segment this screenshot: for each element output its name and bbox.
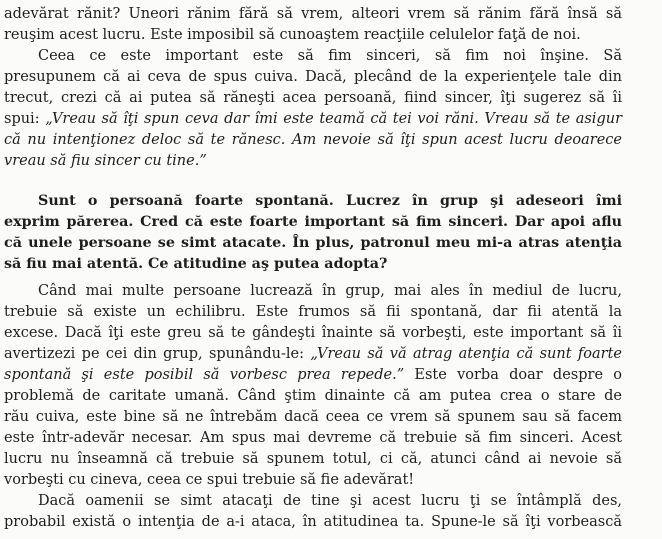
text-line: Dacă oamenii se simt atacaţi de tine şi acest lucru ţi se întâmplă des, — [38, 493, 622, 509]
text-line: este într-adevăr necesar. Am spus mai devreme că trebuie să fim sinceri. Acest — [4, 430, 622, 446]
text-line — [4, 364, 622, 386]
text-span: avertizezi pe cei din grup, spunându-le: — [4, 346, 311, 362]
text-line: lucru nu înseamnă că trebuie să spunem totul, ci că, atunci când ai nevoie să — [4, 451, 622, 467]
question-line: să fiu mai atentă. Ce atitudine aş putea adopta? — [4, 256, 388, 272]
text-line — [4, 343, 622, 365]
quote-line: vreau să fiu sincer cu tine.” — [4, 153, 207, 169]
question-line: Sunt o persoană foarte spontană. Lucrez în grup şi adeseori îmi — [38, 193, 622, 209]
text-line: Când mai multe persoane lucrează în grup, mai ales în mediul de lucru, — [38, 283, 622, 299]
text-span: spui: — [4, 111, 46, 127]
text-line: trebuie să existe un echilibru. Este frumos să fii spontană, dar fii atentă la — [4, 304, 622, 320]
text-line: vorbeşti cu cineva, ceea ce spui trebuie să fie adevărat! — [4, 472, 415, 488]
text-line: presupunem că ai ceva de spus cuiva. Dacă, plecând de la experienţele tale din — [4, 69, 622, 85]
text-line: adevărat rănit? Uneori rănim fără să vrem, alteori vrem să rănim fără însă să — [4, 6, 622, 22]
text-line: reuşim acest lucru. Este imposibil să cunoaştem reacţiile celulelor faţă de noi. — [4, 27, 581, 43]
question-line: că unele persoane se simt atacate. În plus, patronul meu mi-a atras atenţia — [4, 235, 622, 251]
quote-span: „Vreau să vă atrag atenţia că sunt foarte — [310, 346, 622, 362]
quote-line: că nu intenţionez deloc să te rănesc. Am nevoie să îţi spun acest lucru deoarece — [4, 132, 622, 148]
quote-span: „Vreau să îţi spun ceva dar îmi este teamă că tei voi răni. Vreau să te asigur — [45, 111, 622, 127]
text-line: rău cuiva, este bine să ne întrebăm dacă ceea ce vrem să spunem sau să facem — [4, 409, 622, 425]
text-span: Este vorba doar despre o — [404, 367, 622, 383]
text-line: Ceea ce este important este să fim sinceri, să fim noi înşine. Să — [38, 48, 622, 64]
text-line — [4, 108, 622, 130]
text-line: trecut, crezi că ai putea să răneşti acea persoană, fiind sincer, îţi sugerez să îi — [4, 90, 622, 106]
quote-span: spontană şi este posibil să vorbesc prea repede.” — [4, 367, 405, 383]
text-line: excese. Dacă îţi este greu să te gândeşti înainte să vorbeşti, este important să îi — [4, 325, 622, 341]
question-line: exprim părerea. Cred că este foarte important să fim sinceri. Dar apoi aflu — [4, 214, 622, 230]
text-line: probabil există o intenţia de a-i ataca, în atitudinea ta. Spune-le să îţi vorbească — [4, 514, 622, 530]
text-line: problemă de caritate umană. Când ştim dinainte că am putea crea o stare de — [4, 388, 622, 404]
